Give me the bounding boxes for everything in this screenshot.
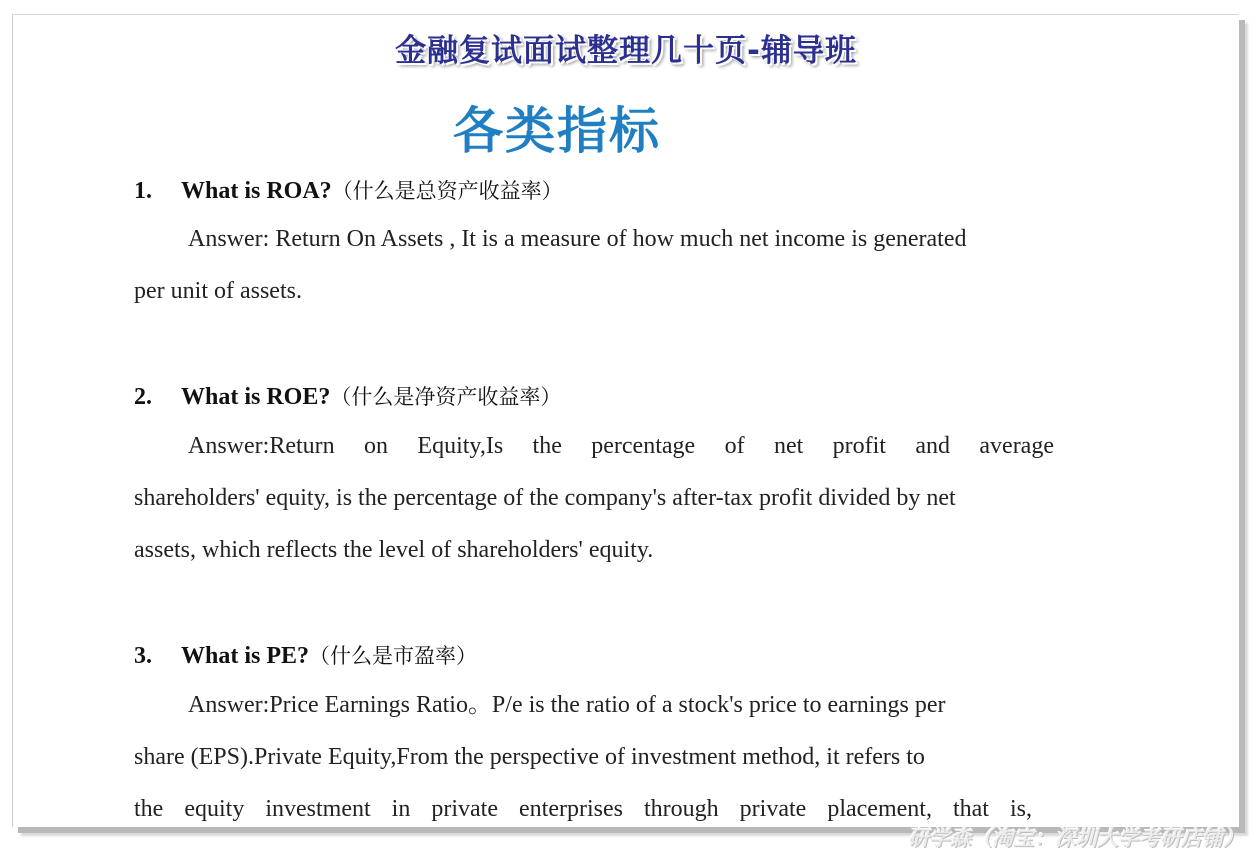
answer-line: Answer:Price Earnings Ratio。P/e is the ratio of a stock's price to earnings per <box>188 692 946 718</box>
answer-line: Answer: Return On Assets , It is a measure of how much net income is generated <box>188 226 967 252</box>
question-heading-3 <box>134 640 477 670</box>
answer-line: Answer:Return on Equity,Is the percentage of net profit and average <box>188 433 1054 459</box>
answer-2 <box>134 420 1054 576</box>
question-number: 1. <box>134 178 152 204</box>
question-text: What is ROA? <box>181 178 332 204</box>
watermark: 研学森（淘宝：深圳大学考研店铺） <box>908 826 1244 850</box>
document-page <box>12 14 1239 827</box>
answer-line: share (EPS).Private Equity,From the perspective of investment method, it refers to <box>134 744 925 770</box>
section-heading: 各类指标 <box>453 102 661 160</box>
question-number: 2. <box>134 384 152 410</box>
question-text-cn: （什么是净资产收益率） <box>330 385 562 409</box>
question-number: 3. <box>134 643 152 669</box>
page-title: 金融复试面试整理几十页-辅导班 <box>395 33 857 69</box>
answer-3 <box>134 679 1032 827</box>
question-text: What is ROE? <box>181 384 331 410</box>
question-text: What is PE? <box>181 643 310 669</box>
answer-line: assets, which reflects the level of shareholders' equity. <box>134 537 654 563</box>
answer-line: shareholders' equity, is the percentage of the company's after-tax profit divided by net <box>134 485 956 511</box>
answer-line: the equity investment in private enterprises through private placement, that is, <box>134 796 1032 822</box>
question-heading-1 <box>134 175 563 205</box>
question-text-cn: （什么是市盈率） <box>309 644 478 668</box>
answer-line: per unit of assets. <box>134 278 302 304</box>
answer-1 <box>134 213 1054 317</box>
question-heading-2 <box>134 381 561 411</box>
question-text-cn: （什么是总资产收益率） <box>331 179 563 203</box>
